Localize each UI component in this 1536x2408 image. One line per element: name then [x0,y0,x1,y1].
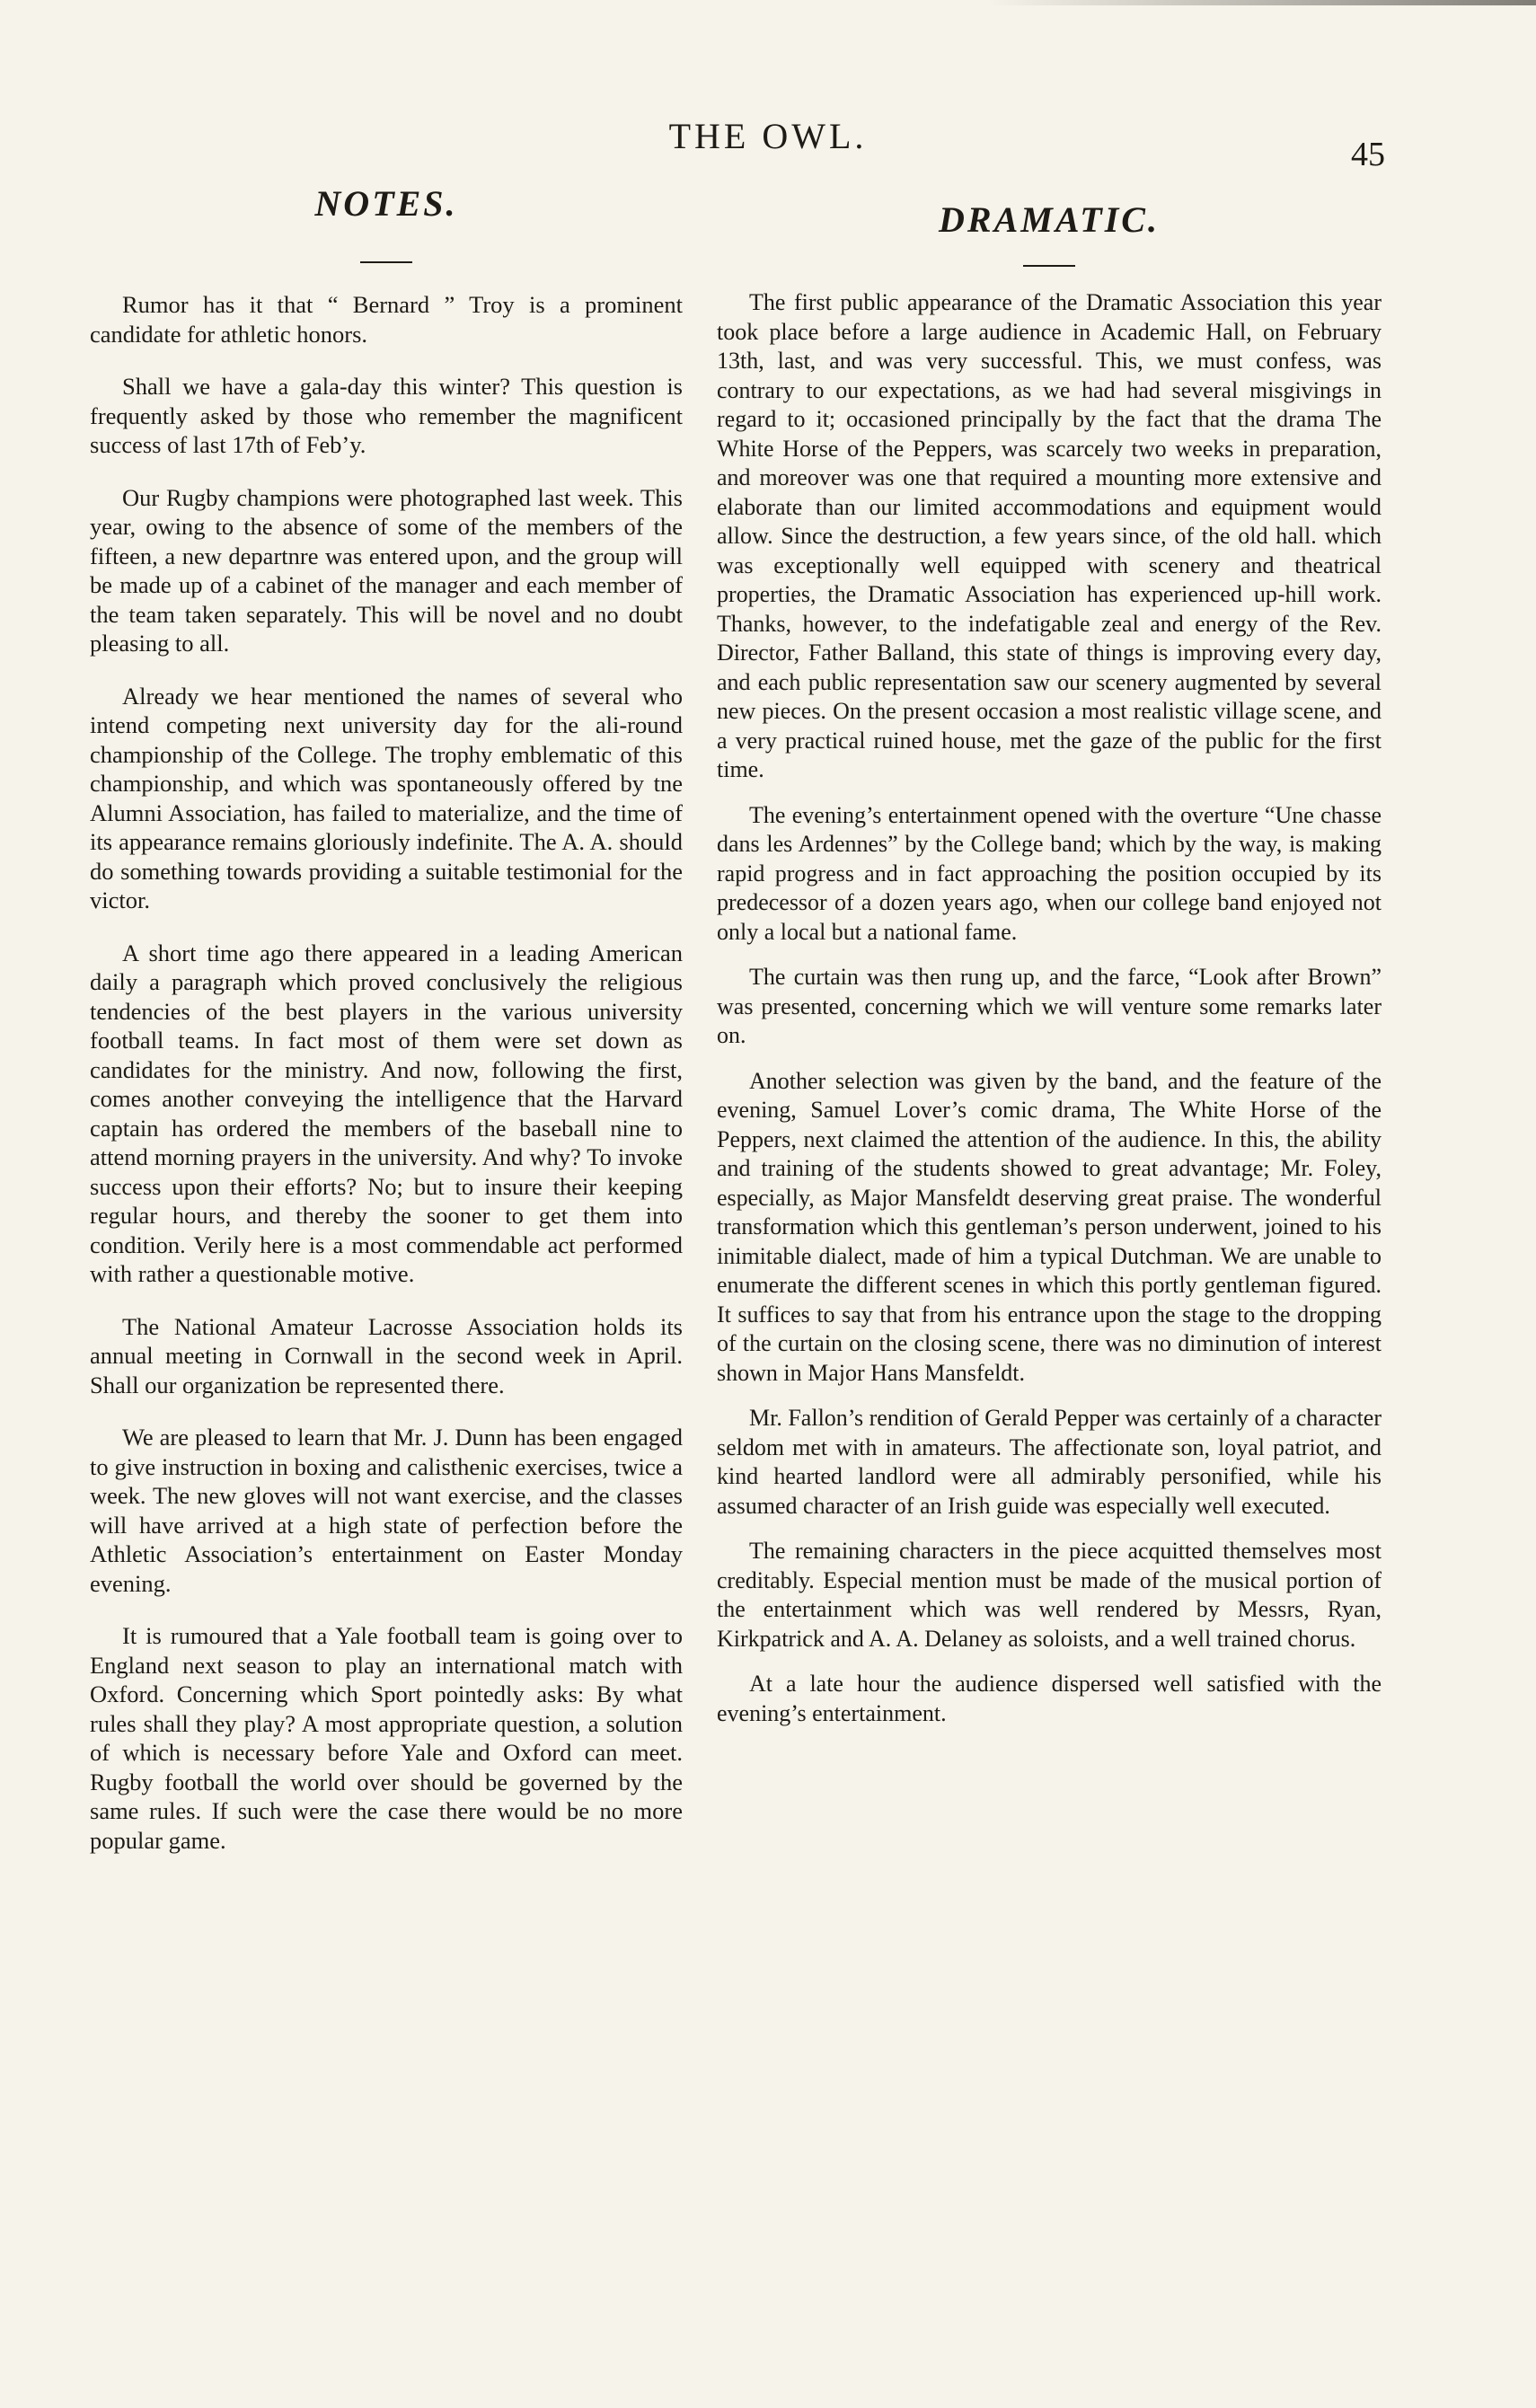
dramatic-paragraph: The remaining characters in the piece acquitted themselves most creditably. Especial mention must be made of the musical portion of the entertainment which was well rendered by Messrs, Ryan, Kirkpatrick and A. A. Delaney as soloists, and a well trained chorus. [717,1538,1382,1652]
notes-paragraph: We are pleased to learn that Mr. J. Dunn has been engaged to give instruction in boxing and calisthenic exercises, twice a week. The new gloves will not want exercise, and the classes will have arrived at a high state of perfection before the Athletic Association’s entertainment on Easter Monday evening. [90,1424,683,1597]
notes-column [90,184,683,1878]
notes-title: NOTES. [314,183,458,224]
dramatic-paragraph: Another selection was given by the band, and the feature of the evening, Samuel Lover’s comic drama, The White Horse of the Peppers, next claimed the attention of the audience. In this, the ability and training of the students showed to great advantage; Mr. Foley, especially, as Major Mansfeldt deserving great praise. The wonderful transformation which this gentleman’s person underwent, joined to his inimitable dialect, made of him a typical Dutchman. We are unable to enumerate the different scenes in which this portly gentleman figured. It suffices to say that from his entrance upon the stage to the dropping of the curtain on the closing scene, there was no diminution of interest shown in Major Hans Mansfeldt. [717,1067,1382,1386]
dramatic-paragraph: The curtain was then rung up, and the farce, “Look after Brown” was presented, concerning which we will venture some remarks later on. [717,964,1382,1048]
notes-paragraph: Shall we have a gala-day this winter? This question is frequently asked by those who remember the magnificent success of last 17th of Feb’y. [90,373,683,458]
notes-paragraph: The National Amateur Lacrosse Association holds its annual meeting in Cornwall in the second week in April. Shall our organization be represented there. [90,1312,683,1398]
dramatic-column [717,184,1382,1744]
notes-paragraph: Our Rugby champions were photographed last week. This year, owing to the absence of some of the members of the fifteen, a new departnre was entered upon, and the group will be made up of a cabinet of the manager and each member of the team taken separately. This will be novel and no doubt pleasing to all. [90,483,683,657]
dramatic-paragraph: The first public appearance of the Dramatic Association this year took place before a large audience in Academic Hall, on February 13th, last, and was very successful. This, we must confess, was contrary to our expectations, as we had had several misgivings in regard to it; occasioned principally by the fact that the drama The White Horse of the Peppers, was scarcely two weeks in preparation, and moreover was one that required a mounting more extensive and elaborate than our limited accommodations and equipment would allow. Since the destruction, a few years since, of the old hall. which was exceptionally well equipped with scenery and theatrical properties, the Dramatic Association has experienced up-hill work. Thanks, however, to the indefatigable zeal and energy of the Rev. Director, Father Balland, this state of things is improving every day, and each public representation saw our scenery augmented by several new pieces. On the present occasion a most realistic village scene, and a very practical ruined house, met the gaze of the public for the first time. [717,289,1382,782]
dramatic-paragraph: Mr. Fallon’s rendition of Gerald Pepper was certainly of a character seldom met with in amateurs. The affectionate son, loyal patriot, and kind hearted landlord were all admirably personified, while his assumed character of an Irish guide was especially well executed. [717,1405,1382,1519]
dramatic-title: DRAMATIC. [939,199,1160,240]
notes-title-rule [360,261,412,263]
notes-paragraph: Rumor has it that “ Bernard ” Troy is a prominent candidate for athletic honors. [90,291,683,348]
notes-paragraph: A short time ago there appeared in a leading American daily a paragraph which proved conclusively the religious tendencies of the best players in the various university football teams. In fact most of them were set down as candidates for the ministry. And now, following the first, comes another conveying the intelligence that the Harvard captain has ordered the members of the baseball nine to attend morning prayers in the university. And why? To invoke success upon their efforts? No; but to insure their keeping regular hours, and thereby the sooner to get them into condition. Verily here is a most commendable act performed with rather a questionable motive. [90,939,683,1287]
dramatic-paragraph: The evening’s entertainment opened with the overture “Une chasse dans les Ardennes” by the College band; which by the way, is making rapid progress and in fact approaching the position occupied by its predecessor of a dozen years ago, when our college band enjoyed not only a local but a national fame. [717,801,1382,945]
page-edge-shadow [988,0,1536,5]
dramatic-paragraph: At a late hour the audience dispersed well satisfied with the evening’s entertainment. [717,1671,1382,1726]
dramatic-title-rule [1023,265,1075,267]
notes-paragraph: It is rumoured that a Yale football team is going over to England next season to play an international match with Oxford. Concerning which Sport pointedly asks: By what rules shall they play? A most appropriate question, a solution of which is necessary before Yale and Oxford can meet. Rugby football the world over should be governed by the same rules. If such were the case there would be no more popular game. [90,1622,683,1854]
notes-paragraph: Already we hear mentioned the names of several who intend competing next university day for the ali-round championship of the College. The trophy emblematic of this championship, and which was spontaneously offered by tne Alumni Association, has failed to materialize, and the time of its appearance remains gloriously indefinite. The A. A. should do something towards providing a suitable testimonial for the victor. [90,682,683,913]
running-title: THE OWL. [668,116,868,156]
page-number: 45 [1351,136,1385,173]
